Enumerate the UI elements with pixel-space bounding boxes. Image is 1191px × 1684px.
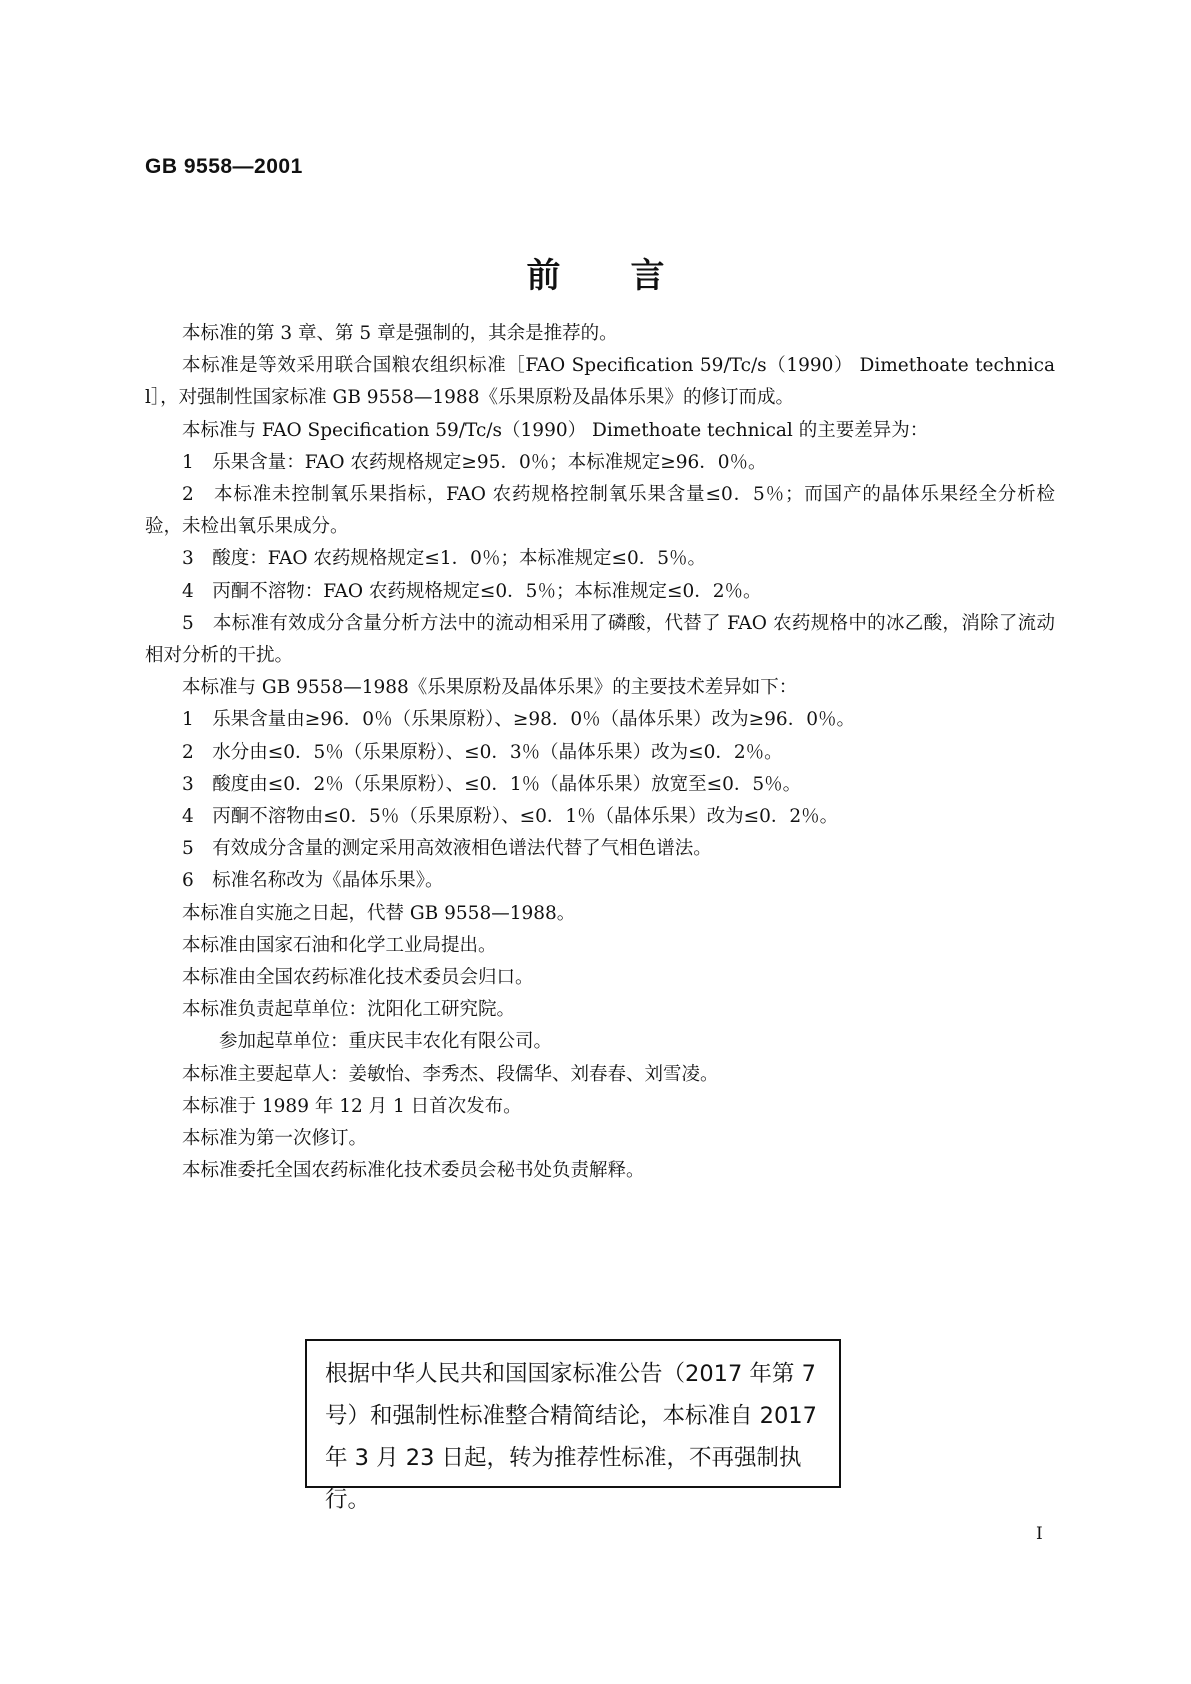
list-item: 1 乐果含量由≥96．0％（乐果原粉）、≥98．0％（晶体乐果）改为≥96．0％。 [182,709,855,731]
paragraph: 参加起草单位：重庆民丰农化有限公司。 [219,1031,553,1053]
paragraph: 本标准的第 3 章、第 5 章是强制的，其余是推荐的。 [182,323,618,344]
paragraph: 本标准于 1989 年 12 月 1 日首次发布。 [182,1095,522,1117]
list-item: 3 酸度由≤0．2％（乐果原粉）、≤0．1％（晶体乐果）放宽至≤0．5％。 [182,773,802,795]
list-item: 3 酸度：FAO 农药规格规定≤1．0％；本标准规定≤0．5％。 [182,548,706,570]
paragraph: 本标准与 GB 9558—1988《乐果原粉及晶体乐果》的主要技术差异如下： [182,677,798,699]
list-item: 4 丙酮不溶物：FAO 农药规格规定≤0．5％；本标准规定≤0．2％。 [182,580,762,602]
paragraph: 本标准负责起草单位：沈阳化工研究院。 [182,999,516,1021]
paragraph: 本标准由国家石油和化学工业局提出。 [182,934,497,956]
list-item: 4 丙酮不溶物由≤0．5％（乐果原粉）、≤0．1％（晶体乐果）改为≤0．2％。 [182,806,839,828]
paragraph: 本标准自实施之日起，代替 GB 9558—1988。 [182,902,576,924]
page-title: 前言 [526,256,735,296]
foreword-body [145,318,1055,1187]
paragraph: 本标准是等效采用联合国粮农组织标准［FAO Specification 59/Tc/s（1990） Dimethoate technical］，对强制性国家标准 GB 9558—1988《乐果原粉及晶体乐果》的修订而成。 [145,355,1055,409]
list-item: 1 乐果含量：FAO 农药规格规定≥95．0％；本标准规定≥96．0％。 [182,451,767,473]
list-item: 2 水分由≤0．5％（乐果原粉）、≤0．3％（晶体乐果）改为≤0．2％。 [182,741,783,763]
list-item: 5 本标准有效成分含量分析方法中的流动相采用了磷酸，代替了 FAO 农药规格中的冰乙酸，消除了流动相对分析的干扰。 [145,612,1055,667]
notice-box: 根据中华人民共和国国家标准公告（2017 年第 7 号）和强制性标准整合精简结论，本标准自 2017 年 3 月 23 日起，转为推荐性标准，不再强制执行。 [305,1339,841,1488]
standard-code: GB 9558—2001 [145,155,303,178]
paragraph: 本标准主要起草人：姜敏怡、李秀杰、段儒华、刘春春、刘雪凌。 [182,1063,719,1085]
paragraph: 本标准与 FAO Specification 59/Tc/s（1990） Dimethoate technical 的主要差异为： [182,419,929,441]
paragraph: 本标准由全国农药标准化技术委员会归口。 [182,967,534,989]
paragraph: 本标准委托全国农药标准化技术委员会秘书处负责解释。 [182,1160,645,1182]
list-item: 6 标准名称改为《晶体乐果》。 [182,870,444,892]
page-number: I [1036,1524,1043,1544]
paragraph: 本标准为第一次修订。 [182,1128,368,1150]
list-item: 5 有效成分含量的测定采用高效液相色谱法代替了气相色谱法。 [182,838,712,860]
list-item: 2 本标准未控制氧乐果指标，FAO 农药规格控制氧乐果含量≤0．5％；而国产的晶体乐果经全分析检验，未检出氧乐果成分。 [145,484,1055,538]
